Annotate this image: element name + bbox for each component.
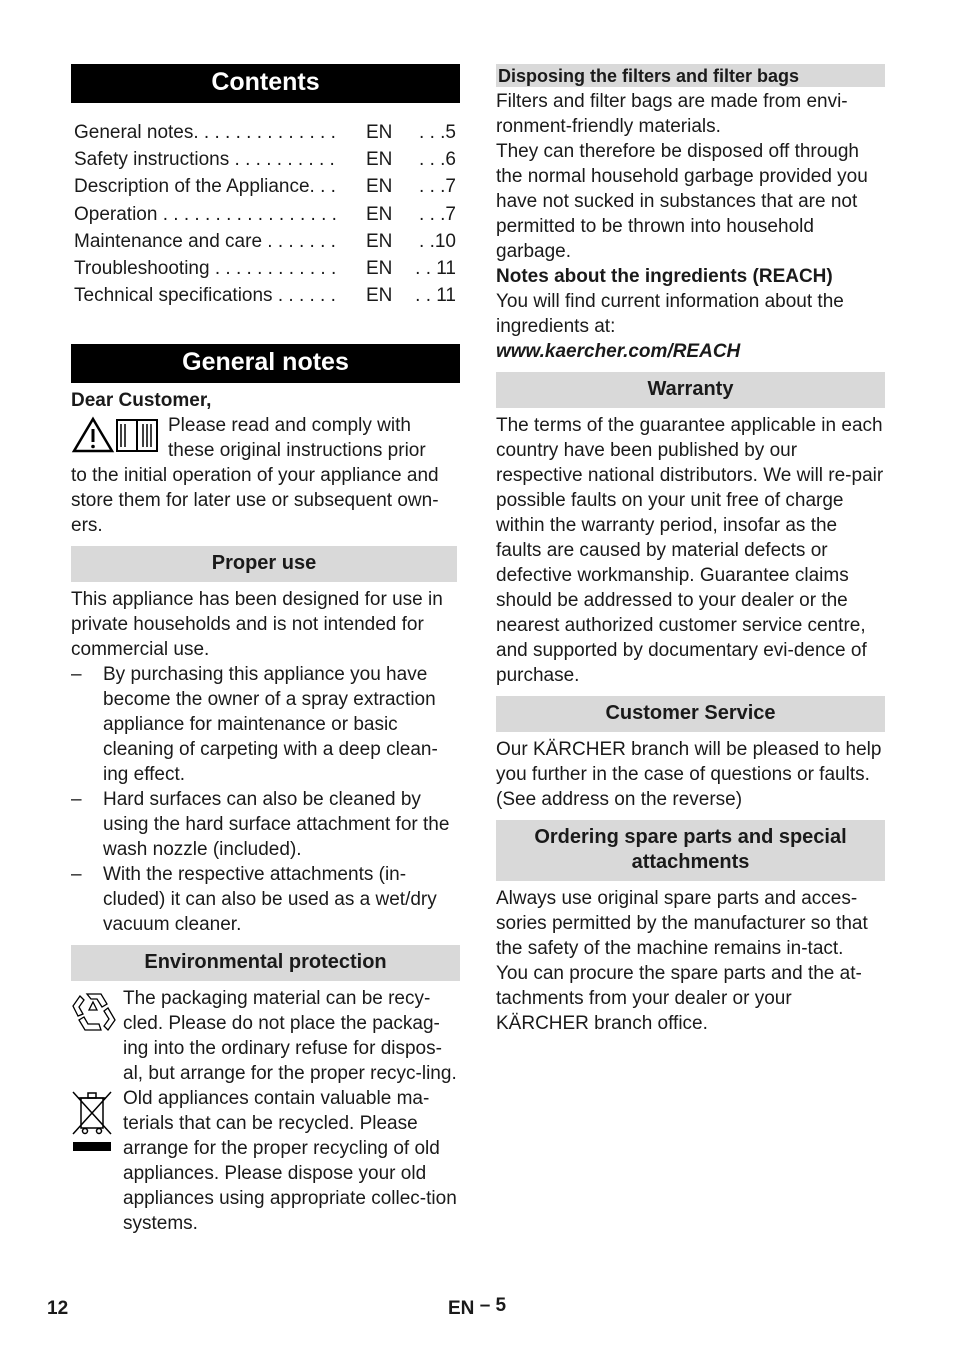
customer-service-note: (See address on the reverse) (496, 789, 743, 810)
filters-text-1: Filters and filter bags are made from envi-ronment-friendly materials. (496, 91, 848, 137)
page-number: 12 (47, 1298, 69, 1319)
toc-row[interactable] (74, 146, 456, 173)
reach-text: You will find current information about the ingredients at: (496, 291, 844, 337)
weee-crossed-bin-icon (71, 1090, 113, 1157)
proper-use-heading: Proper use (71, 546, 457, 582)
toc-row[interactable] (74, 201, 456, 228)
warning-manual-icons (71, 415, 161, 460)
toc-entry-title[interactable]: Description of the Appliance. . . (74, 176, 336, 198)
proper-use-text: This appliance has been designed for use in private households and is not intended for commercial use. (71, 589, 443, 661)
list-item: – By purchasing this appliance you have become the owner of a spray extraction appliance for maintenance or basic cleaning of carpeting with a deep clean-ing effect. (71, 664, 438, 786)
toc-entry-title[interactable]: Safety instructions . . . . . . . . . . (74, 148, 335, 170)
toc-entry-title[interactable]: Operation . . . . . . . . . . . . . . . . . (74, 203, 337, 225)
warranty-heading: Warranty (496, 372, 885, 408)
toc-entry-page: . . .7 (419, 176, 456, 198)
toc-entry-title[interactable]: General notes. . . . . . . . . . . . . . (74, 121, 336, 143)
intro-text: to the initial operation of your appliance and store them for later use or subsequent own-ers. (71, 465, 439, 537)
toc-entry-page: . . 11 (415, 285, 456, 307)
toc-entry-lang: EN (366, 230, 393, 252)
toc-row[interactable] (74, 283, 456, 310)
spare-parts-text-1: Always use original spare parts and acces-sories permitted by the manufacturer so that the safety of the machine remains in-tact. (496, 888, 868, 959)
toc-row[interactable] (74, 119, 456, 146)
reach-heading: Notes about the ingredients (REACH) (496, 266, 833, 287)
list-item: – Hard surfaces can also be cleaned by using the hard surface attachment for the wash nozzle (included). (71, 789, 450, 861)
dash-icon: – (71, 864, 82, 886)
spare-parts-text-2: You can procure the spare parts and the at-tachments from your dealer or your KÄRCHER branch office. (496, 963, 862, 1034)
intro-line-2: these original instructions prior (168, 440, 426, 462)
list-item: – With the respective attachments (in-cluded) it can also be used as a wet/dry vacuum cleaner. (71, 864, 437, 936)
contents-heading: Contents (71, 64, 460, 103)
toc-entry-page: . . 11 (415, 258, 456, 280)
toc-entry-title[interactable]: Maintenance and care . . . . . . . (74, 230, 336, 252)
environmental-protection-heading: Environmental protection (71, 945, 460, 981)
right-column (496, 64, 885, 1036)
reach-url: www.kaercher.com/REACH (496, 341, 741, 362)
toc-entry-lang: EN (366, 285, 393, 307)
toc-row[interactable] (74, 255, 456, 282)
filters-heading: Disposing the filters and filter bags (496, 64, 885, 87)
toc-entry-page: . .10 (419, 230, 456, 252)
toc-entry-title[interactable]: Technical specifications . . . . . . (74, 285, 336, 307)
toc-entry-lang: EN (366, 121, 393, 143)
warranty-text: The terms of the guarantee applicable in each country have been published by our respective national distributors. We will re-pair possible faults on your unit free of charge within the warranty period, insofar as the faults are caused by material defects or defective workmanship. Guarantee claims should be addressed to your dealer or the nearest authorized customer service centre, and supported by documentary evi-dence of purchase. (496, 415, 884, 686)
left-column (71, 64, 460, 1236)
toc-entry-page: . . .5 (419, 121, 456, 143)
filters-text-2: They can therefore be disposed off through the normal household garbage provided you have not sucked in substances that are not permitted to be thrown into household garbage. (496, 141, 868, 262)
dash-icon: – (71, 664, 82, 686)
dash-icon: – (71, 789, 82, 811)
toc-row[interactable] (74, 228, 456, 255)
intro-line-1: Please read and comply with (168, 415, 411, 437)
general-notes-heading: General notes (71, 344, 460, 383)
warning-triangle-icon (71, 415, 161, 455)
toc-entry-page: . . .7 (419, 203, 456, 225)
customer-service-text: Our KÄRCHER branch will be pleased to help you further in the case of questions or faults. (496, 739, 882, 785)
footer-section-label: EN – 5 (448, 1295, 507, 1319)
spare-parts-heading: Ordering spare parts and special attachments (496, 820, 885, 881)
weee-text: Old appliances contain valuable ma-terials that can be recycled. Please arrange for the proper recycling of old appliances. Please dispose your old appliances using appropriate collec-tion systems. (123, 1088, 457, 1235)
toc-row[interactable] (74, 174, 456, 201)
toc-entry-lang: EN (366, 148, 393, 170)
weee-block (71, 1086, 460, 1236)
intro-block (71, 413, 460, 463)
toc-entry-page: . . .6 (419, 148, 456, 170)
dear-customer: Dear Customer, (71, 390, 212, 412)
recycle-icon (71, 990, 117, 1037)
recycle-block (71, 986, 460, 1086)
proper-use-list (71, 662, 460, 937)
toc-entry-title[interactable]: Troubleshooting . . . . . . . . . . . . (74, 258, 337, 280)
toc-entry-lang: EN (366, 203, 393, 225)
manual-book-icon (117, 420, 157, 451)
toc-entry-lang: EN (366, 258, 393, 280)
customer-service-heading: Customer Service (496, 696, 885, 732)
toc-entry-lang: EN (366, 176, 393, 198)
table-of-contents (74, 119, 456, 310)
recycle-text: The packaging material can be recy-cled. Please do not place the packag-ing into the ordinary refuse for dispos-al, but arrange for the proper recyc-ling. (123, 988, 457, 1085)
